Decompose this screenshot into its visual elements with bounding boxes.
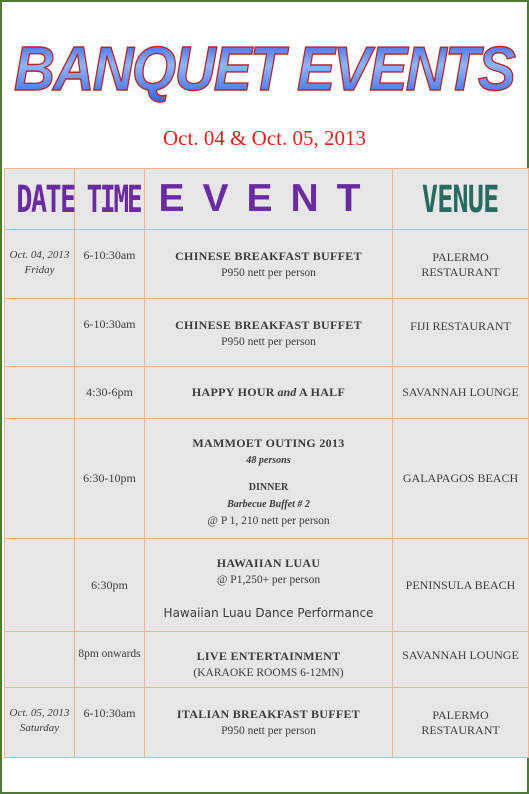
date-cell: Oct. 04, 2013 Friday bbox=[5, 230, 75, 299]
column-header-time: TIME bbox=[75, 169, 145, 230]
date-cell bbox=[5, 539, 75, 632]
event-cell: ITALIAN BREAKFAST BUFFET P950 nett per person bbox=[145, 688, 393, 758]
date-cell bbox=[5, 299, 75, 367]
date-cell: Oct. 05, 2013 Saturday bbox=[5, 688, 75, 758]
venue-cell: SAVANNAH LOUNGE bbox=[393, 367, 529, 419]
table-row bbox=[5, 539, 529, 632]
date-cell bbox=[5, 419, 75, 539]
venue-cell: GALAPAGOS BEACH bbox=[393, 419, 529, 539]
event-cell: CHINESE BREAKFAST BUFFET P950 nett per person bbox=[145, 230, 393, 299]
table-row bbox=[5, 367, 529, 419]
events-table bbox=[4, 168, 529, 758]
column-header-date: DATE bbox=[5, 169, 75, 230]
event-dates-subtitle: Oct. 04 & Oct. 05, 2013 bbox=[163, 126, 366, 150]
table-row bbox=[5, 230, 529, 299]
table-header-row bbox=[5, 169, 529, 230]
date-cell bbox=[5, 367, 75, 419]
time-cell: 6-10:30am bbox=[75, 230, 145, 299]
venue-cell: PENINSULA BEACH bbox=[393, 539, 529, 632]
time-cell: 8pm onwards bbox=[75, 632, 145, 688]
time-cell: 6:30pm bbox=[75, 539, 145, 632]
table-row bbox=[5, 419, 529, 539]
column-header-venue: VENUE bbox=[393, 169, 529, 230]
column-header-event: EVENT bbox=[145, 169, 393, 230]
event-cell: HAPPY HOUR and A HALF bbox=[145, 367, 393, 419]
venue-cell: PALERMO RESTAURANT bbox=[393, 230, 529, 299]
time-cell: 6:30-10pm bbox=[75, 419, 145, 539]
venue-cell: PALERMO RESTAURANT bbox=[393, 688, 529, 758]
title-svg bbox=[2, 24, 527, 104]
page-title: BANQUET EVENTS bbox=[13, 33, 515, 104]
venue-cell: FIJI RESTAURANT bbox=[393, 299, 529, 367]
table-row bbox=[5, 688, 529, 758]
event-cell: HAWAIIAN LUAU @ P1,250+ per person Hawaiian Luau Dance Performance bbox=[145, 539, 393, 632]
event-cell: MAMMOET OUTING 2013 48 persons DINNER Barbecue Buffet # 2 @ P 1, 210 nett per person bbox=[145, 419, 393, 539]
table-row bbox=[5, 632, 529, 688]
time-cell: 6-10:30am bbox=[75, 688, 145, 758]
title-wordart bbox=[2, 24, 527, 104]
venue-cell: SAVANNAH LOUNGE bbox=[393, 632, 529, 688]
date-cell bbox=[5, 632, 75, 688]
event-cell: CHINESE BREAKFAST BUFFET P950 nett per person bbox=[145, 299, 393, 367]
table-row bbox=[5, 299, 529, 367]
time-cell: 4:30-6pm bbox=[75, 367, 145, 419]
time-cell: 6-10:30am bbox=[75, 299, 145, 367]
event-cell: LIVE ENTERTAINMENT (KARAOKE ROOMS 6-12MN) bbox=[145, 632, 393, 688]
